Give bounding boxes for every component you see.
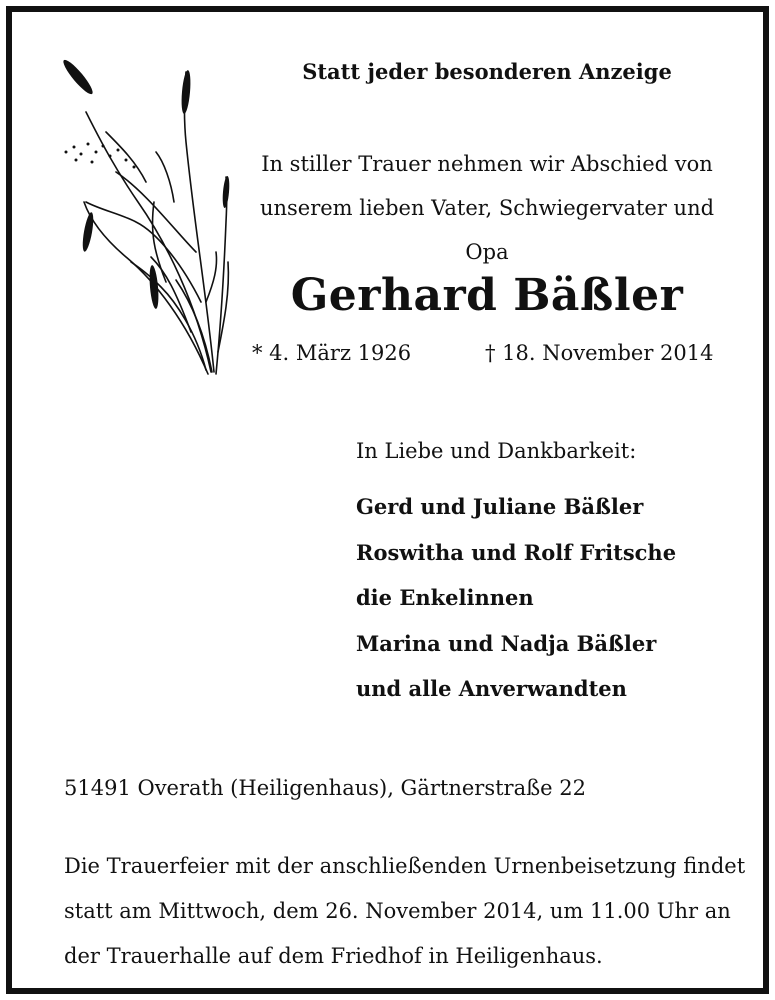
intro-text [237,142,737,274]
funeral-service-text [64,844,754,979]
wheat-grass-icon [46,52,236,382]
deceased-name: Gerhard Bäßler [290,270,684,321]
intro-line-2: unserem lieben Vater, Schwiegervater und Opa [259,196,715,264]
list-item: Gerd und Juliane Bäßler [356,494,644,519]
list-item: und alle Anverwandten [356,676,627,701]
list-item: Marina und Nadja Bäßler [356,630,657,656]
list-item: die Enkelinnen [356,585,534,610]
birth-date: * 4. März 1926 [252,341,412,365]
family-address: 51491 Overath (Heiligenhaus), Gärtnerstraße 22 [64,776,586,800]
notice-heading: Statt jeder besonderen Anzeige [302,59,672,84]
mourners-intro: In Liebe und Dankbarkeit: [356,439,637,463]
mourners-list [356,490,676,718]
death-date: † 18. November 2014 [485,341,714,365]
service-line-3: der Trauerhalle auf dem Friedhof in Heiligenhaus. [64,944,603,968]
list-item: Roswitha und Rolf Fritsche [356,539,677,565]
service-line-2: statt am Mittwoch, dem 26. November 2014, um 11.00 Uhr an [64,899,731,923]
obituary-frame [6,6,769,994]
intro-line-1: In stiller Trauer nehmen wir Abschied von [261,152,713,176]
service-line-1: Die Trauerfeier mit der anschließenden Urnenbeisetzung findet [64,854,746,878]
